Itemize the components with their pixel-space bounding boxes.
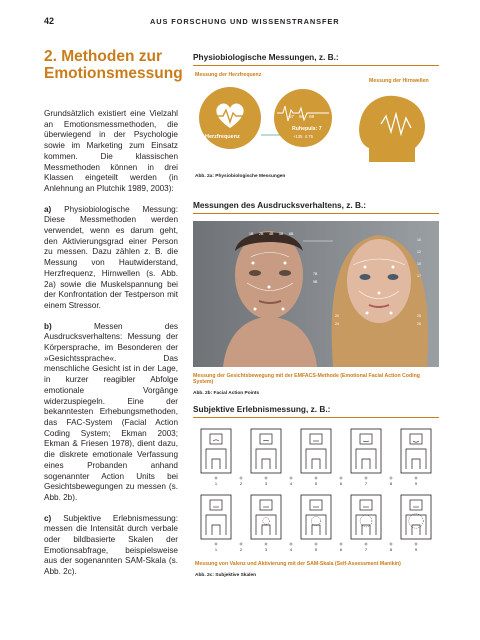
manikin-frame bbox=[301, 429, 331, 473]
woman-eye-right bbox=[388, 274, 399, 280]
brain-label: Messung der Hirnwellen bbox=[369, 78, 429, 84]
sam-manikin bbox=[201, 495, 231, 539]
faces-image bbox=[193, 221, 439, 367]
au-label: 6B bbox=[289, 232, 294, 236]
small-value-1: +135 bbox=[293, 134, 303, 139]
manikin-frame bbox=[251, 495, 281, 539]
man-eye-left bbox=[249, 270, 261, 276]
scale-point bbox=[315, 543, 317, 545]
action-point bbox=[284, 262, 287, 265]
action-point bbox=[268, 286, 271, 289]
sam-manikin bbox=[301, 495, 331, 539]
woman-eye-left bbox=[360, 274, 371, 280]
scale-number: 6 bbox=[339, 481, 343, 486]
paragraph-c bbox=[44, 514, 178, 578]
tick-3: 69 bbox=[309, 114, 315, 119]
scale-number: 2 bbox=[239, 547, 243, 552]
paragraph-c-text: Subjektive Erlebnismessung: messen die Intensität durch verbale oder bildbasierte Skalen der Emotionsabfrage, beispielsweise aus der sogenannten SAM-Skala (s. Abb. 2c). bbox=[44, 513, 178, 577]
sam-manikin bbox=[351, 429, 381, 473]
page-number: 42 bbox=[44, 16, 55, 26]
sam-figure bbox=[193, 423, 439, 603]
physio-figure bbox=[193, 70, 439, 190]
scale-point bbox=[265, 543, 267, 545]
gauge-small-values bbox=[293, 134, 313, 139]
gauge-ticks bbox=[289, 114, 314, 119]
paragraph-c-label: c) bbox=[44, 513, 52, 523]
au-label: 12 bbox=[417, 250, 421, 254]
manikin-frame bbox=[401, 429, 431, 473]
sam-manikin bbox=[351, 495, 381, 539]
scale-number: 1 bbox=[214, 481, 218, 486]
manikin-frame bbox=[201, 495, 231, 539]
heading-line-2: Emotionsmessung bbox=[44, 65, 183, 82]
scale-point bbox=[365, 477, 367, 479]
herz-text: Herzfrequenz bbox=[205, 134, 240, 140]
au-label: 7B bbox=[313, 272, 318, 276]
scale-number: 5 bbox=[314, 481, 318, 486]
action-point bbox=[254, 308, 257, 311]
manikin-frame bbox=[201, 429, 231, 473]
scale-point bbox=[215, 543, 217, 545]
scale-number: 8 bbox=[389, 481, 393, 486]
scale-number: 5 bbox=[314, 547, 318, 552]
au-label: 9B bbox=[313, 280, 318, 284]
sam-manikin bbox=[301, 429, 331, 473]
sam-manikin bbox=[251, 495, 281, 539]
manikin-frame bbox=[251, 429, 281, 473]
scale-number: 4 bbox=[289, 547, 293, 552]
au-label: 15 bbox=[417, 262, 421, 266]
scale-number: 3 bbox=[264, 481, 268, 486]
au-label: 10 bbox=[417, 238, 421, 242]
physio-title: Physiobiologische Messungen, z. B.: bbox=[193, 52, 439, 66]
manikin-frame bbox=[351, 429, 381, 473]
scale-number: 8 bbox=[389, 547, 393, 552]
manikin-frame bbox=[301, 495, 331, 539]
sam-desc: Messung von Valenz und Aktivierung mit der SAM-Skala (Self-Assessment Manikin) bbox=[195, 561, 401, 567]
manikin-frame bbox=[401, 495, 431, 539]
sam-manikin bbox=[201, 429, 231, 473]
physio-illustration bbox=[193, 80, 439, 184]
action-point bbox=[282, 308, 285, 311]
scale-number: 7 bbox=[364, 547, 368, 552]
scale-number: 6 bbox=[339, 547, 343, 552]
au-label: 1B bbox=[249, 232, 254, 236]
scale-point bbox=[315, 477, 317, 479]
tick-2: 68 bbox=[299, 114, 305, 119]
man-eye-right bbox=[279, 270, 291, 276]
scale-point bbox=[340, 477, 342, 479]
au-label: 25 bbox=[417, 314, 421, 318]
sam-manikin bbox=[251, 429, 281, 473]
au-label: 17 bbox=[417, 274, 421, 278]
au-label: 5B bbox=[279, 232, 284, 236]
scale-point bbox=[415, 543, 417, 545]
faces-photo bbox=[193, 221, 439, 367]
au-label: 24 bbox=[335, 322, 339, 326]
scale-point bbox=[390, 477, 392, 479]
action-point bbox=[378, 292, 381, 295]
paragraph-b-label: b) bbox=[44, 321, 52, 331]
au-label: 2B bbox=[259, 232, 264, 236]
figure-column bbox=[193, 52, 439, 603]
au-label: 4B bbox=[269, 232, 274, 236]
scale-point bbox=[265, 477, 267, 479]
sam-manikin bbox=[401, 495, 431, 539]
scale-point bbox=[365, 543, 367, 545]
ausdruck-title: Messungen des Ausdrucksverhaltens, z. B.: bbox=[193, 200, 439, 214]
au-label: 26 bbox=[417, 322, 421, 326]
heading-line-1: 2. Methoden zur bbox=[44, 48, 162, 65]
scale-point bbox=[415, 477, 417, 479]
sam-manikin bbox=[401, 429, 431, 473]
intro-paragraph: Grundsätzlich existiert eine Vielzahl an Emotionsmessmethoden, die überwiegend in der Psychologie sowie im Marketing zum Einsatz kommen. Die klassischen Messmethoden können in drei Klassen eingeteilt werden (in Anlehnung an Plutchik 1989, 2003): bbox=[44, 109, 178, 193]
caption-2b: Abb. 2b: Facial Action Points bbox=[193, 391, 260, 396]
scale-number: 9 bbox=[414, 481, 418, 486]
scale-number: 7 bbox=[364, 481, 368, 486]
action-point bbox=[392, 266, 395, 269]
ausdruck-desc: Messung der Gesichtsbewegung mit der EMFACS-Methode (Emotional Facial Action Coding System) bbox=[193, 373, 420, 385]
manikin-frame bbox=[351, 495, 381, 539]
caption-2a: Abb. 2a: Physiobiologische Messungen bbox=[195, 174, 286, 179]
woman-face bbox=[347, 239, 411, 323]
scale-point bbox=[290, 543, 292, 545]
scale-number: 3 bbox=[264, 547, 268, 552]
au-label: 20 bbox=[335, 314, 339, 318]
paragraph-a bbox=[44, 205, 178, 312]
scale-point bbox=[240, 477, 242, 479]
paragraph-b bbox=[44, 322, 178, 504]
action-point bbox=[366, 312, 369, 315]
scale-number: 2 bbox=[239, 481, 243, 486]
section-title: AUS FORSCHUNG UND WISSENSTRANSFER bbox=[150, 17, 340, 26]
action-point bbox=[364, 266, 367, 269]
heart-label: Messung der Herzfrequenz bbox=[195, 72, 262, 78]
chapter-heading bbox=[44, 48, 183, 82]
tick-1: 57 bbox=[289, 114, 295, 119]
scale-point bbox=[215, 477, 217, 479]
text-column bbox=[44, 48, 183, 588]
subjektiv-title: Subjektive Erlebnismessung, z. B.: bbox=[193, 404, 439, 418]
scale-point bbox=[340, 543, 342, 545]
small-value-2: 4.75 bbox=[304, 134, 313, 139]
sam-scale-illustration bbox=[193, 423, 439, 569]
paragraph-b-text: Messen des Ausdrucksverhaltens: Messung der Körpersprache, im Besonderen der »Gesichtssprache«. Das menschliche Gesicht ist in der Lage, in kurzer reagibler Abfolge emotionale Vorgänge widerzuspiegeln. Eine der bekanntesten Erhebungsmethoden, das FAC-System (Facial Action Coding System; Ekman 2003; Ekman & Friesen 1978), dient dazu, die diskrete emotionale Verfassung eines Probanden anhand sogenannter Action Units bei Gesichtsbewegungen zu messen (s. Abb. 2b). bbox=[44, 321, 178, 502]
ruhepuls-text: Ruhepuls: 7 bbox=[292, 126, 322, 132]
scale-point bbox=[290, 477, 292, 479]
scale-number: 4 bbox=[289, 481, 293, 486]
scale-number: 1 bbox=[214, 547, 218, 552]
scale-point bbox=[240, 543, 242, 545]
paragraph-a-label: a) bbox=[44, 204, 52, 214]
action-point bbox=[390, 312, 393, 315]
scale-number: 9 bbox=[414, 547, 418, 552]
caption-2c: Abb. 2c: Subjektive Skalen bbox=[195, 573, 257, 578]
scale-point bbox=[390, 543, 392, 545]
paragraph-a-text: Physiobiologische Messung: Diese Messmethoden werden verwendet, wenn es darum geht, den Aktivierungsgrad einer Person zu messen. Dazu zählen z. B. die Messung von Hautwiderstand, Herzfrequenz, Hirnwellen (s. Abb. 2a) sowie die Muskelspannung bei der Konfrontation der Testperson mit einem Stressor. bbox=[44, 204, 178, 310]
action-point bbox=[252, 262, 255, 265]
